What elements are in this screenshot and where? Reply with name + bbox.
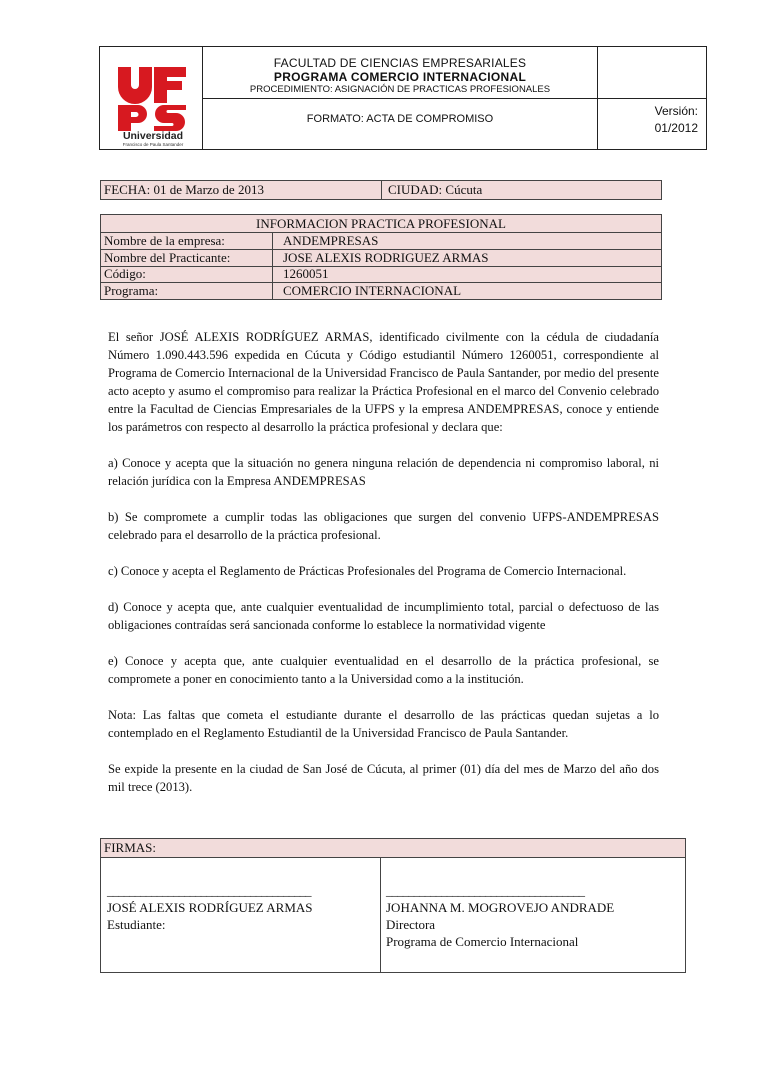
- paragraph-a: a) Conoce y acepta que la situación no genera ninguna relación de dependencia ni compromiso laboral, ni relación jurídica con la Empresa ANDEMPRESAS: [108, 456, 659, 488]
- director-department: Programa de Comercio Internacional: [386, 934, 579, 949]
- row-value-code: 1260051: [283, 266, 329, 281]
- student-role: Estudiante:: [107, 917, 166, 932]
- logo-subtitle: Francisco de Paula Santander: [122, 142, 184, 147]
- paragraph-intro: El señor JOSÉ ALEXIS RODRÍGUEZ ARMAS, identificado civilmente con la cédula de ciudadanía Número 1.090.443.596 expedida en Cúcuta y Código estudiantil Número 1260051, correspondiente al Programa de Comercio Internacional de la Universidad Francisco de Paula Santander, por medio del presente acto acepto y asumo el compromiso para realizar la Práctica Profesional en el marco del Convenio celebrado entre la Facultad de Ciencias Empresariales de la UFPS y la empresa ANDEMPRESAS, conoce y entiende los parámetros con respecto al desarrollo la práctica profesional y declara que:: [108, 330, 659, 434]
- student-signature: [107, 882, 313, 933]
- signatures-table: [100, 838, 686, 973]
- row-value-program: COMERCIO INTERNACIONAL: [283, 283, 462, 298]
- date-field: FECHA: 01 de Marzo de 2013: [104, 182, 264, 197]
- paragraph-closing: Se expide la presente en la ciudad de San José de Cúcuta, al primer (01) día del mes de Marzo del año dos mil trece (2013).: [108, 762, 659, 794]
- director-name: JOHANNA M. MOGROVEJO ANDRADE: [386, 900, 615, 915]
- practice-info-title: INFORMACION PRACTICA PROFESIONAL: [256, 216, 506, 231]
- version-column: [597, 47, 706, 149]
- procedure-title: PROCEDIMIENTO: ASIGNACIÓN DE PRACTICAS PROFESIONALES: [249, 84, 551, 95]
- row-value-student: JOSE ALEXIS RODRIGUEZ ARMAS: [283, 250, 489, 265]
- paragraph-d: d) Conoce y acepta que, ante cualquier eventualidad de incumplimiento total, parcial o defectuoso de las obligaciones contraídas será sancionada conforme lo establece la normatividad vigente: [108, 600, 659, 632]
- paragraph-c: c) Conoce y acepta el Reglamento de Prácticas Profesionales del Programa de Comercio Internacional.: [108, 564, 627, 578]
- row-value-company: ANDEMPRESAS: [283, 233, 379, 248]
- faculty-title: FACULTAD DE CIENCIAS EMPRESARIALES: [273, 56, 527, 70]
- paragraph-e: e) Conoce y acepta que, ante cualquier eventualidad en el desarrollo de la práctica profesional, se compromete a poner en conocimiento tanto a la Universidad como a la institución.: [108, 654, 659, 686]
- version-value: 01/2012: [654, 121, 698, 135]
- document-header: [99, 46, 707, 150]
- paragraph-b: b) Se compromete a cumplir todas las obligaciones que surgen del convenio UFPS-ANDEMPRESAS celebrado para el desarrollo de la práctica profesional.: [108, 510, 659, 542]
- director-role: Directora: [386, 917, 436, 932]
- format-title: FORMATO: ACTA DE COMPROMISO: [306, 113, 494, 125]
- director-signature-line: ____________________________________: [386, 883, 584, 898]
- city-field: CIUDAD: Cúcuta: [388, 182, 483, 197]
- row-label-company: Nombre de la empresa:: [104, 233, 225, 248]
- signatures-header: [101, 839, 685, 858]
- logo-cell: [100, 47, 203, 149]
- signatures-title: FIRMAS:: [104, 840, 157, 855]
- version-label: Versión:: [654, 104, 698, 118]
- commitment-body: [108, 328, 659, 814]
- paragraph-note: Nota: Las faltas que cometa el estudiante durante el desarrollo de las prácticas quedan sujetas a lo contemplado en el Reglamento Estudiantil de la Universidad Francisco de Paula Santander.: [108, 708, 659, 740]
- student-name: JOSÉ ALEXIS RODRÍGUEZ ARMAS: [107, 900, 313, 915]
- student-signature-line: _____________________________________: [107, 883, 311, 898]
- row-label-program: Programa:: [104, 283, 159, 298]
- practice-info-table: [100, 214, 662, 300]
- header-titles: [203, 47, 597, 149]
- director-signature: [386, 882, 614, 950]
- row-label-code: Código:: [104, 266, 146, 281]
- row-label-student: Nombre del Practicante:: [104, 250, 231, 265]
- program-title: PROGRAMA COMERCIO INTERNACIONAL: [273, 70, 527, 84]
- date-city-row: [100, 180, 662, 200]
- logo-university: Universidad: [122, 130, 184, 142]
